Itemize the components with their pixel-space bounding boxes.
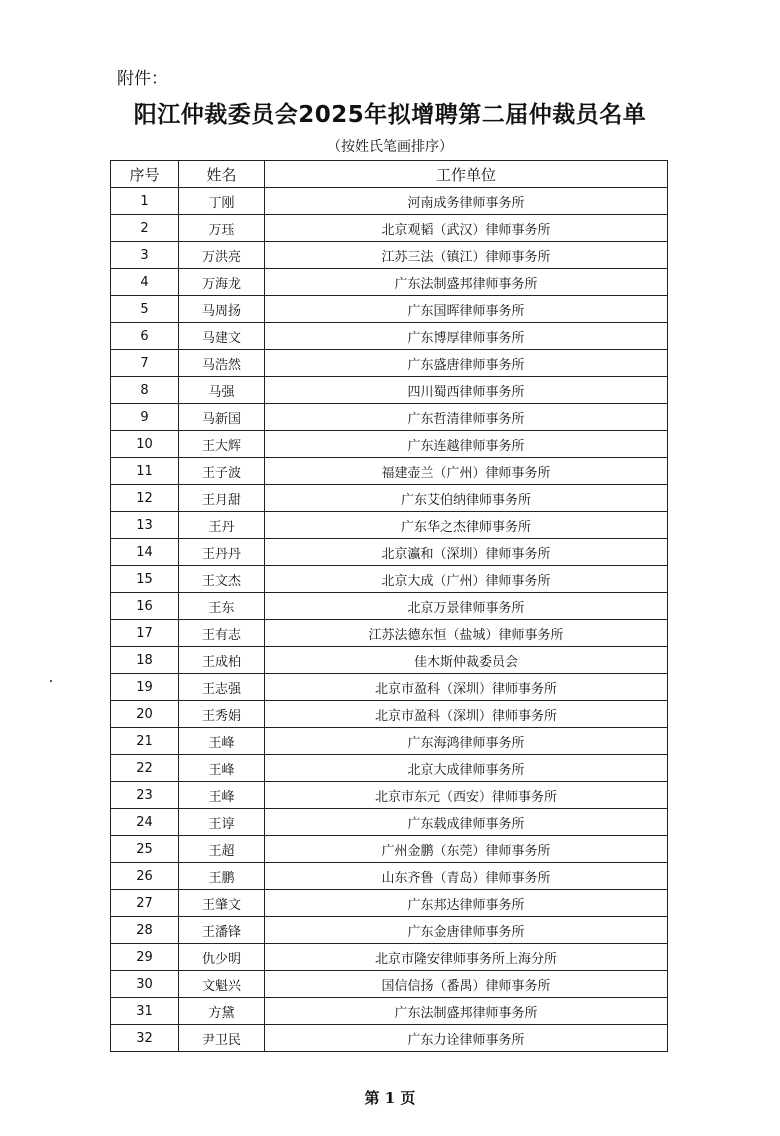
arbitrator-name: 王峰 xyxy=(179,728,265,755)
work-unit: 广东载成律师事务所 xyxy=(265,809,668,836)
row-number: 18 xyxy=(111,647,179,674)
row-number: 32 xyxy=(111,1025,179,1052)
arbitrator-name: 王东 xyxy=(179,593,265,620)
table-row xyxy=(111,647,668,674)
arbitrator-name: 马建文 xyxy=(179,323,265,350)
scan-speck xyxy=(50,680,52,682)
table-row xyxy=(111,404,668,431)
table-row xyxy=(111,539,668,566)
row-number: 13 xyxy=(111,512,179,539)
arbitrator-name: 马浩然 xyxy=(179,350,265,377)
table-row xyxy=(111,323,668,350)
document-title: 阳江仲裁委员会2025年拟增聘第二届仲裁员名单 xyxy=(133,102,647,128)
work-unit: 江苏三法（镇江）律师事务所 xyxy=(265,242,668,269)
row-number: 28 xyxy=(111,917,179,944)
arbitrator-name: 王月甜 xyxy=(179,485,265,512)
row-number: 8 xyxy=(111,377,179,404)
work-unit: 广东法制盛邦律师事务所 xyxy=(265,998,668,1025)
arbitrator-name: 文魁兴 xyxy=(179,971,265,998)
table-row xyxy=(111,728,668,755)
row-number: 21 xyxy=(111,728,179,755)
work-unit: 河南成务律师事务所 xyxy=(265,188,668,215)
arbitrator-name: 王肇文 xyxy=(179,890,265,917)
work-unit: 广东邦达律师事务所 xyxy=(265,890,668,917)
row-number: 27 xyxy=(111,890,179,917)
row-number: 1 xyxy=(111,188,179,215)
table-row xyxy=(111,188,668,215)
work-unit: 北京观韬（武汉）律师事务所 xyxy=(265,215,668,242)
work-unit: 四川蜀西律师事务所 xyxy=(265,377,668,404)
work-unit: 山东齐鲁（青岛）律师事务所 xyxy=(265,863,668,890)
row-number: 3 xyxy=(111,242,179,269)
arbitrator-name: 王峰 xyxy=(179,755,265,782)
work-unit: 佳木斯仲裁委员会 xyxy=(265,647,668,674)
table-row xyxy=(111,917,668,944)
arbitrator-name: 王丹丹 xyxy=(179,539,265,566)
row-number: 2 xyxy=(111,215,179,242)
work-unit: 广东华之杰律师事务所 xyxy=(265,512,668,539)
row-number: 19 xyxy=(111,674,179,701)
work-unit: 广东连越律师事务所 xyxy=(265,431,668,458)
table-row xyxy=(111,755,668,782)
table-row xyxy=(111,377,668,404)
table-row xyxy=(111,458,668,485)
work-unit: 广东哲清律师事务所 xyxy=(265,404,668,431)
table-row xyxy=(111,431,668,458)
work-unit: 广东海鸿律师事务所 xyxy=(265,728,668,755)
row-number: 23 xyxy=(111,782,179,809)
arbitrator-name: 尹卫民 xyxy=(179,1025,265,1052)
table-body xyxy=(111,188,668,1052)
arbitrator-name: 王志强 xyxy=(179,674,265,701)
row-number: 7 xyxy=(111,350,179,377)
table-row xyxy=(111,782,668,809)
arbitrator-name: 万珏 xyxy=(179,215,265,242)
table-row xyxy=(111,836,668,863)
table-row xyxy=(111,863,668,890)
sort-note: （按姓氏笔画排序） xyxy=(327,139,453,155)
header-name: 姓名 xyxy=(179,161,265,188)
table-row xyxy=(111,890,668,917)
work-unit: 北京市盈科（深圳）律师事务所 xyxy=(265,674,668,701)
table-header-row xyxy=(111,161,668,188)
work-unit: 北京市盈科（深圳）律师事务所 xyxy=(265,701,668,728)
row-number: 5 xyxy=(111,296,179,323)
arbitrator-name: 王子波 xyxy=(179,458,265,485)
table-row xyxy=(111,944,668,971)
work-unit: 广东国晖律师事务所 xyxy=(265,296,668,323)
row-number: 24 xyxy=(111,809,179,836)
arbitrator-name: 马周扬 xyxy=(179,296,265,323)
work-unit: 广东力诠律师事务所 xyxy=(265,1025,668,1052)
work-unit: 北京瀛和（深圳）律师事务所 xyxy=(265,539,668,566)
arbitrator-name: 王鹏 xyxy=(179,863,265,890)
work-unit: 北京市隆安律师事务所上海分所 xyxy=(265,944,668,971)
arbitrator-name: 王秀娟 xyxy=(179,701,265,728)
work-unit: 广东艾伯纳律师事务所 xyxy=(265,485,668,512)
header-organization: 工作单位 xyxy=(265,161,668,188)
table-row xyxy=(111,971,668,998)
table-row xyxy=(111,701,668,728)
table-row xyxy=(111,269,668,296)
arbitrator-name: 方黛 xyxy=(179,998,265,1025)
row-number: 6 xyxy=(111,323,179,350)
work-unit: 北京大成（广州）律师事务所 xyxy=(265,566,668,593)
arbitrator-name: 王文杰 xyxy=(179,566,265,593)
table-row xyxy=(111,242,668,269)
header-number: 序号 xyxy=(111,161,179,188)
arbitrator-name: 马强 xyxy=(179,377,265,404)
table-row xyxy=(111,620,668,647)
arbitrator-name: 马新国 xyxy=(179,404,265,431)
row-number: 15 xyxy=(111,566,179,593)
work-unit: 广东法制盛邦律师事务所 xyxy=(265,269,668,296)
attachment-label: 附件： xyxy=(117,69,168,89)
table-row xyxy=(111,998,668,1025)
table-row xyxy=(111,1025,668,1052)
arbitrator-name: 王成柏 xyxy=(179,647,265,674)
arbitrator-name: 王大辉 xyxy=(179,431,265,458)
arbitrator-name: 丁刚 xyxy=(179,188,265,215)
arbitrator-name: 万洪亮 xyxy=(179,242,265,269)
row-number: 25 xyxy=(111,836,179,863)
row-number: 20 xyxy=(111,701,179,728)
arbitrator-name: 王峰 xyxy=(179,782,265,809)
arbitrator-name: 王潘锋 xyxy=(179,917,265,944)
arbitrator-name: 王谆 xyxy=(179,809,265,836)
arbitrator-name: 王丹 xyxy=(179,512,265,539)
table-row xyxy=(111,215,668,242)
work-unit: 福建壶兰（广州）律师事务所 xyxy=(265,458,668,485)
arbitrator-name: 仇少明 xyxy=(179,944,265,971)
row-number: 17 xyxy=(111,620,179,647)
row-number: 11 xyxy=(111,458,179,485)
row-number: 10 xyxy=(111,431,179,458)
table-row xyxy=(111,296,668,323)
row-number: 30 xyxy=(111,971,179,998)
row-number: 26 xyxy=(111,863,179,890)
page-number: 第 1 页 xyxy=(364,1089,416,1107)
row-number: 4 xyxy=(111,269,179,296)
row-number: 14 xyxy=(111,539,179,566)
work-unit: 广东盛唐律师事务所 xyxy=(265,350,668,377)
table-row xyxy=(111,593,668,620)
row-number: 9 xyxy=(111,404,179,431)
row-number: 16 xyxy=(111,593,179,620)
row-number: 29 xyxy=(111,944,179,971)
arbitrator-table xyxy=(110,160,668,1052)
table-row xyxy=(111,350,668,377)
table-row xyxy=(111,485,668,512)
work-unit: 广州金鹏（东莞）律师事务所 xyxy=(265,836,668,863)
table-row xyxy=(111,512,668,539)
table-row xyxy=(111,674,668,701)
work-unit: 江苏法德东恒（盐城）律师事务所 xyxy=(265,620,668,647)
table-row xyxy=(111,809,668,836)
work-unit: 广东博厚律师事务所 xyxy=(265,323,668,350)
row-number: 12 xyxy=(111,485,179,512)
row-number: 31 xyxy=(111,998,179,1025)
table-row xyxy=(111,566,668,593)
work-unit: 国信信扬（番禺）律师事务所 xyxy=(265,971,668,998)
work-unit: 北京万景律师事务所 xyxy=(265,593,668,620)
row-number: 22 xyxy=(111,755,179,782)
arbitrator-name: 万海龙 xyxy=(179,269,265,296)
work-unit: 广东金唐律师事务所 xyxy=(265,917,668,944)
arbitrator-name: 王超 xyxy=(179,836,265,863)
work-unit: 北京市东元（西安）律师事务所 xyxy=(265,782,668,809)
arbitrator-name: 王有志 xyxy=(179,620,265,647)
work-unit: 北京大成律师事务所 xyxy=(265,755,668,782)
